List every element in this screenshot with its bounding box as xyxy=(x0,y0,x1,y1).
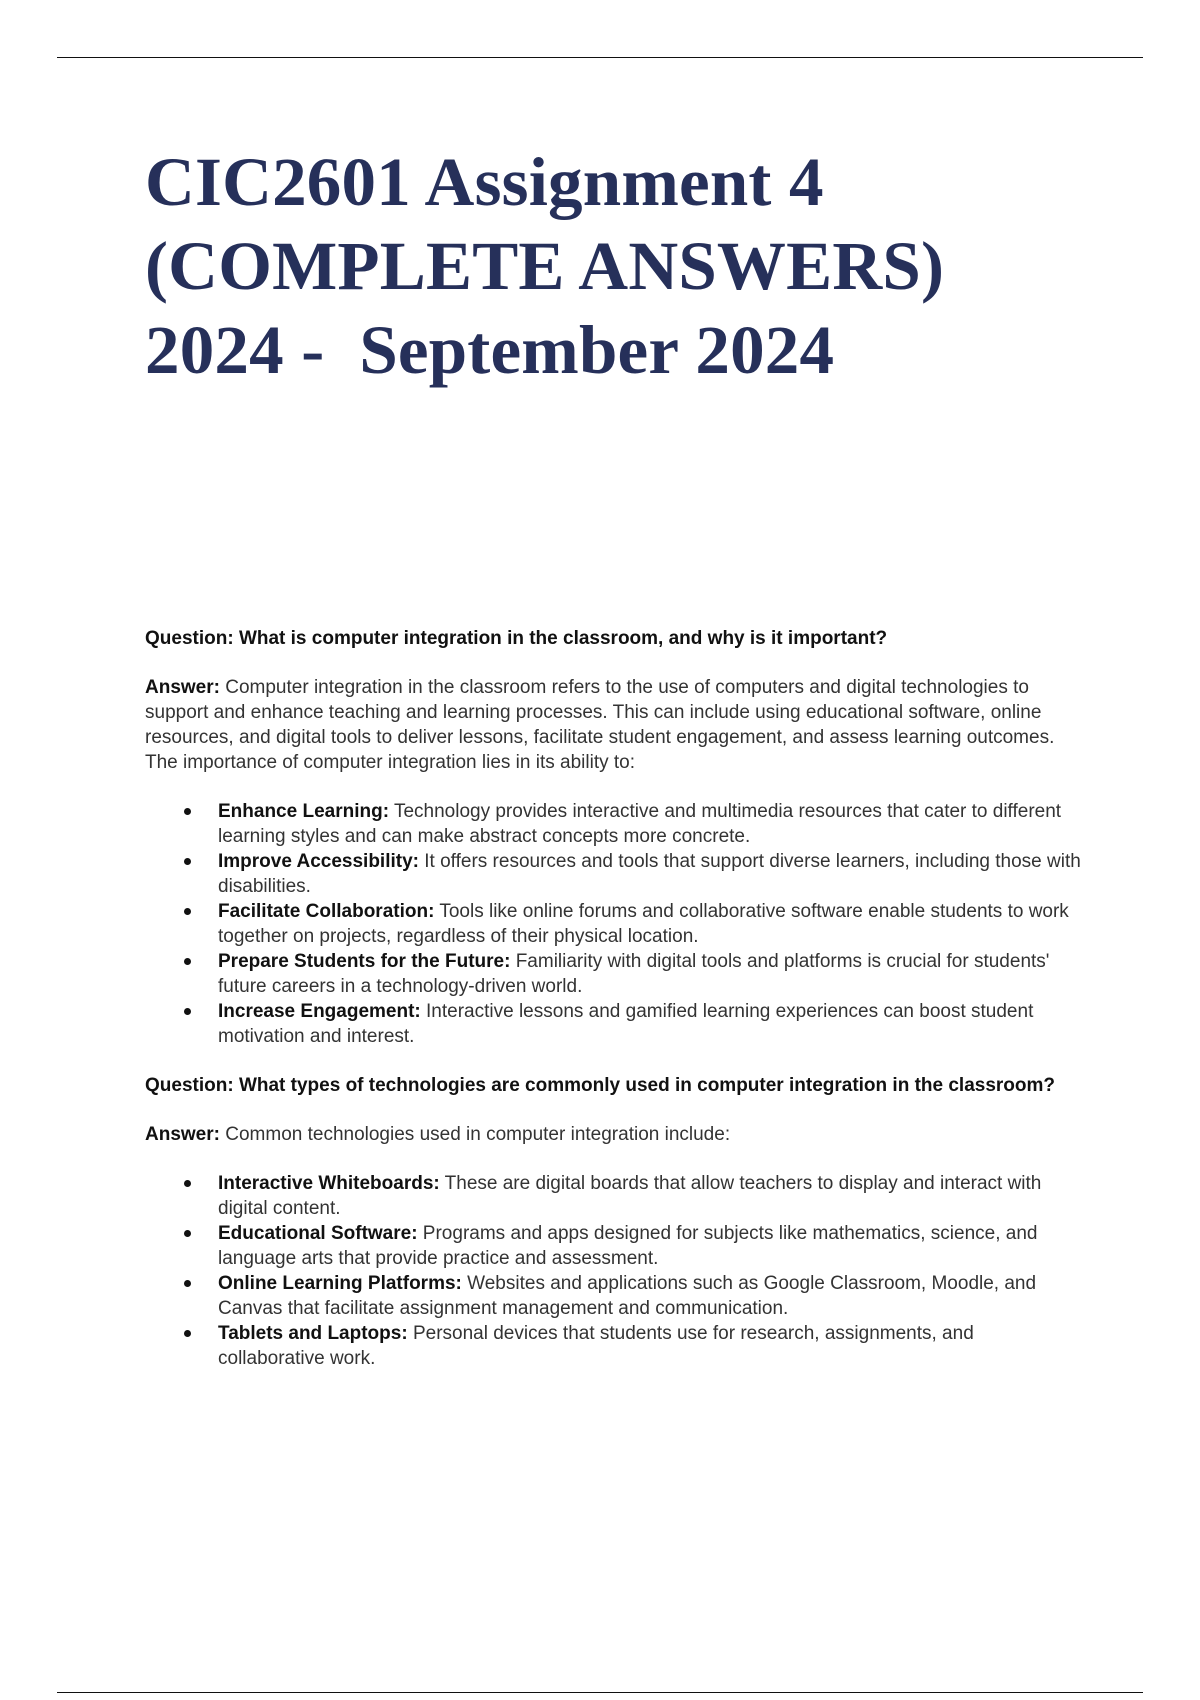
bullet-text: Technology provides interactive and multimedia resources that cater to different learning styles and can make abstract concepts more concrete. xyxy=(218,801,1062,847)
question-2: Question: What types of technologies are commonly used in computer integration in the classroom? xyxy=(145,1075,1056,1096)
bullet-term: Online Learning Platforms: xyxy=(218,1273,462,1294)
bullet-term: Improve Accessibility: xyxy=(218,851,419,872)
document-title xyxy=(145,140,1145,392)
list-item xyxy=(218,949,1085,999)
bullet-term: Educational Software: xyxy=(218,1223,418,1244)
title-line-2: (COMPLETE ANSWERS) xyxy=(145,228,945,304)
bullet-term: Facilitate Collaboration: xyxy=(218,901,435,922)
bullet-text: Personal devices that students use for research, assignments, and collaborative work. xyxy=(218,1323,974,1369)
title-line-1: CIC2601 Assignment 4 xyxy=(145,144,824,220)
answer-2 xyxy=(145,1122,1085,1147)
bullet-text: Websites and applications such as Google Classroom, Moodle, and Canvas that facilitate assignment management and communication. xyxy=(218,1273,1037,1319)
list-item xyxy=(218,799,1085,849)
bullet-text: It offers resources and tools that support diverse learners, including those with disabilities. xyxy=(218,851,1081,897)
bullet-term: Interactive Whiteboards: xyxy=(218,1173,440,1194)
bullet-term: Tablets and Laptops: xyxy=(218,1323,408,1344)
list-item xyxy=(218,1321,1085,1371)
list-item xyxy=(218,1171,1085,1221)
title-line-3: 2024 - September 2024 xyxy=(145,312,835,388)
bullet-text: Interactive lessons and gamified learning experiences can boost student motivation and interest. xyxy=(218,1001,1034,1047)
bullet-term: Prepare Students for the Future: xyxy=(218,951,511,972)
bullet-text: Programs and apps designed for subjects like mathematics, science, and language arts that provide practice and assessment. xyxy=(218,1223,1038,1269)
document-body xyxy=(145,626,1085,1395)
bullet-text: Familiarity with digital tools and platforms is crucial for students' future careers in a technology-driven world. xyxy=(218,951,1050,997)
list-item xyxy=(218,899,1085,949)
list-item xyxy=(218,849,1085,899)
answer-label: Answer: xyxy=(145,677,220,698)
bullet-text: Tools like online forums and collaborative software enable students to work together on projects, regardless of their physical location. xyxy=(218,901,1069,947)
list-item xyxy=(218,1271,1085,1321)
list-item xyxy=(218,1221,1085,1271)
list-item xyxy=(218,999,1085,1049)
answer-1-bullet-list xyxy=(145,799,1085,1049)
bullet-text: These are digital boards that allow teachers to display and interact with digital content. xyxy=(218,1173,1042,1219)
answer-text: Computer integration in the classroom refers to the use of computers and digital technologies to support and enhance teaching and learning processes. This can include using educational software, online resources, and digital tools to deliver lessons, facilitate student engagement, and assess learning outcomes. The importance of computer integration lies in its ability to: xyxy=(145,677,1055,773)
top-horizontal-rule xyxy=(57,57,1143,58)
bullet-term: Increase Engagement: xyxy=(218,1001,421,1022)
question-1: Question: What is computer integration in the classroom, and why is it important? xyxy=(145,628,888,649)
answer-label: Answer: xyxy=(145,1124,220,1145)
answer-1 xyxy=(145,675,1085,775)
answer-2-bullet-list xyxy=(145,1171,1085,1371)
bottom-horizontal-rule xyxy=(57,1692,1143,1693)
answer-text: Common technologies used in computer integration include: xyxy=(219,1124,731,1145)
bullet-term: Enhance Learning: xyxy=(218,801,390,822)
